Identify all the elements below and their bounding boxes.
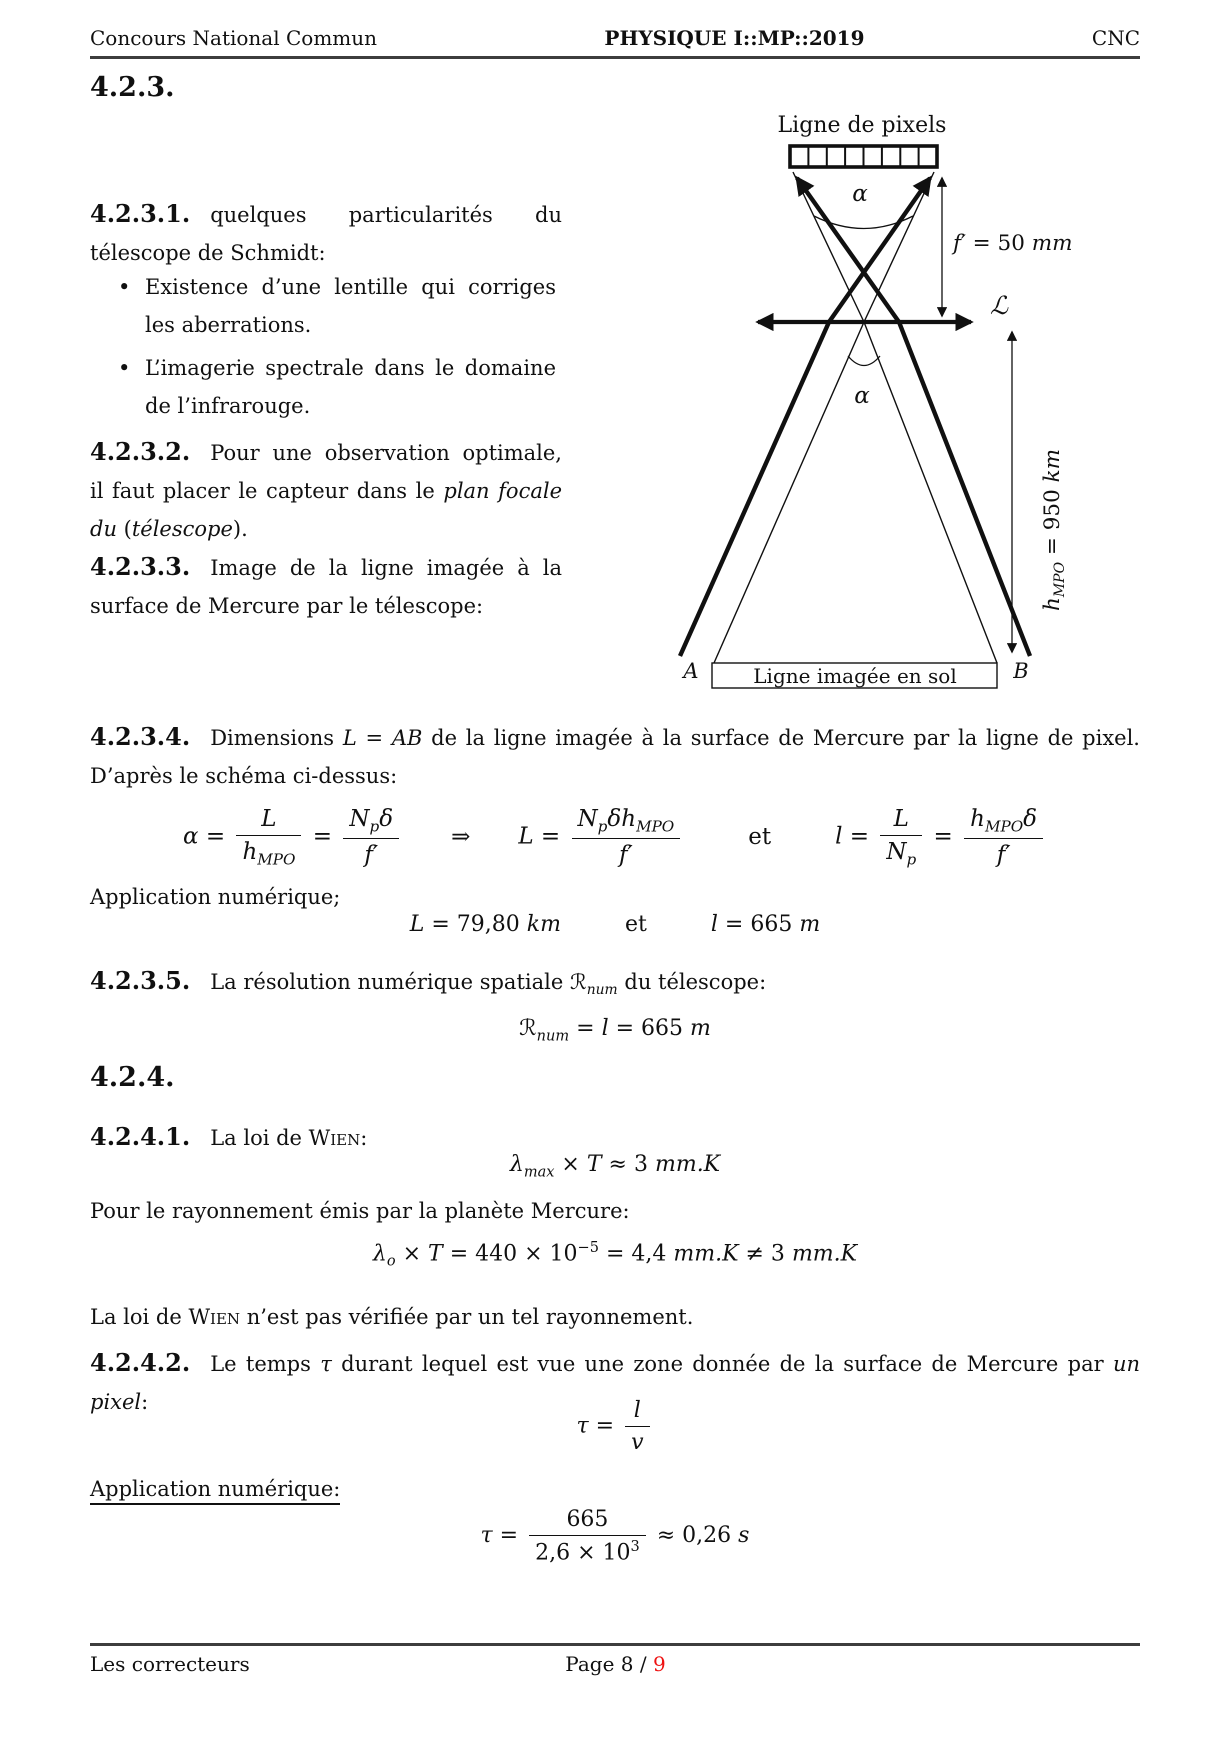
paragraph-wien-conclusion xyxy=(90,1298,1140,1336)
section-4232-number: 4.2.3.2. xyxy=(90,437,191,466)
un-pixel-italic: un pixel xyxy=(90,1352,1140,1414)
equation-rnum: ℛ$_{num}$ = l = 665 m xyxy=(519,1016,711,1045)
var-tau: τ xyxy=(320,1352,332,1376)
result-l: l = 665 m xyxy=(710,912,821,937)
section-4242-number: 4.2.4.2. xyxy=(90,1348,191,1377)
section-4241-colon: : xyxy=(360,1126,368,1150)
header-right: CNC xyxy=(1091,26,1140,50)
lens-label: ℒ xyxy=(990,291,1009,320)
section-4233-number: 4.2.3.3. xyxy=(90,552,191,581)
wien-conclusion-end: n’est pas vérifiée par un tel rayonnement. xyxy=(240,1305,694,1329)
section-4233 xyxy=(90,548,562,625)
bullet-icon: • xyxy=(118,275,131,299)
section-4232-italic-2: télescope xyxy=(131,517,233,541)
script-R: ℛ xyxy=(569,970,587,994)
implies-arrow: ⇒ xyxy=(451,824,471,850)
footer-page xyxy=(0,1652,1231,1676)
section-heading-424: 4.2.4. xyxy=(90,1062,175,1093)
numeric-results-row xyxy=(90,912,1140,937)
result-L: L = 79,80 km xyxy=(409,912,561,937)
section-4242-colon: : xyxy=(141,1390,149,1414)
page-number-label: Page 8 / xyxy=(565,1652,653,1676)
section-4241-text: La loi de xyxy=(210,1126,309,1150)
section-4232-italic-1: plan focale du xyxy=(90,479,562,541)
equation-lambda-o: $\lambda_o \times T = 440 \times 10^{-5} = 4,4$ mm.K ≠ 3 mm.K xyxy=(372,1240,858,1270)
wien-smallcaps: Wien xyxy=(188,1305,241,1329)
section-4241-number: 4.2.4.1. xyxy=(90,1122,191,1151)
pixel-array xyxy=(790,146,937,167)
section-4231 xyxy=(90,195,562,272)
bullet-item-2 xyxy=(118,349,556,425)
altitude-h: h xyxy=(1040,597,1065,612)
bullet-2-text: L’imagerie spectrale dans le domaine de l’infrarouge. xyxy=(145,356,556,418)
equation-alpha: α = L $h_{MPO}$ = $N_p\delta$ f′ xyxy=(183,806,403,869)
et-separator: et xyxy=(625,912,647,937)
equation-tau: τ = $\frac{l}{v}$ xyxy=(90,1390,1140,1462)
altitude-h-sub: MPO xyxy=(1052,561,1068,598)
var-AB: AB xyxy=(391,726,423,750)
section-4233-text: Image de la ligne imagée à la surface de Mercure par le télescope: xyxy=(90,556,562,618)
alpha-bottom-label: α xyxy=(854,383,870,409)
section-4235 xyxy=(90,962,1140,1009)
page-header xyxy=(90,26,1140,50)
paragraph-rayonnement: Pour le rayonnement émis par la planète Mercure: xyxy=(90,1199,630,1223)
altitude-value: = 950 xyxy=(1040,482,1065,562)
focal-label xyxy=(951,231,1073,256)
section-4231-text: quelques particularités du télescope de Schmidt: xyxy=(90,203,562,265)
bullet-icon: • xyxy=(118,356,131,380)
alpha-top-label: α xyxy=(852,181,868,207)
focal-f: f′ xyxy=(953,231,966,256)
section-4234 xyxy=(90,718,1140,795)
point-b-label: B xyxy=(1013,659,1029,683)
ground-line-label: Ligne imagée en sol xyxy=(753,664,957,688)
application-numerique-1-label: Application numérique; xyxy=(90,885,341,909)
equation-l: l = $\frac{L}{N_p}$ = $h_{MPO}\delta$ f′ xyxy=(835,806,1047,869)
equation-wien: $\lambda_{max} \times T \approx 3$ mm.K xyxy=(509,1152,721,1181)
section-4231-number: 4.2.3.1. xyxy=(90,199,191,228)
equation-alpha-L-l xyxy=(90,793,1140,881)
focal-value: = 50 xyxy=(965,231,1032,256)
header-title: PHYSIQUE I::MP::2019 xyxy=(604,26,865,50)
section-4232-paren: ( xyxy=(116,517,132,541)
alpha-bottom-arc xyxy=(848,356,880,366)
point-a-label: A xyxy=(683,659,699,683)
footer-left: Les correcteurs xyxy=(90,1652,250,1676)
section-heading-423: 4.2.3. xyxy=(90,72,175,103)
section-4232-text: Pour une observation optimale, il faut placer le capteur dans le xyxy=(90,441,562,503)
header-left: Concours National Commun xyxy=(90,26,378,50)
wien-smallcaps: Wien xyxy=(308,1126,361,1150)
var-L: L xyxy=(342,726,357,750)
focal-unit: mm xyxy=(1031,231,1073,256)
equation-L: L = $N_p\delta h_{MPO}$ f′ xyxy=(518,806,684,869)
section-4232-end: ). xyxy=(232,517,248,541)
section-4234-text: Dimensions xyxy=(210,726,343,750)
script-R-sub: num xyxy=(586,982,618,999)
section-4235-text: La résolution numérique spatiale xyxy=(210,970,570,994)
pixel-line-label: Ligne de pixels xyxy=(777,113,947,138)
section-4234-number: 4.2.3.4. xyxy=(90,722,191,751)
section-4234-rest: de la ligne imagée à la surface de Mercure par la ligne de pixel. D’après le schéma ci-dessus: xyxy=(90,726,1140,788)
header-rule xyxy=(90,56,1140,59)
altitude-label xyxy=(1040,449,1068,611)
section-4232 xyxy=(90,433,562,548)
footer-rule xyxy=(90,1643,1140,1646)
bullet-1-text: Existence d’une lentille qui corriges les aberrations. xyxy=(145,275,556,337)
page-total-red: 9 xyxy=(652,1652,666,1676)
equals: = xyxy=(356,726,392,750)
section-4242-mid: durant lequel est vue une zone donnée de la surface de Mercure par xyxy=(331,1352,1113,1376)
telescope-ray-diagram xyxy=(612,98,1080,694)
et-separator: et xyxy=(748,824,772,850)
bullet-item-1 xyxy=(118,268,556,344)
section-4235-number: 4.2.3.5. xyxy=(90,966,191,995)
equation-tau-numeric: τ = $\frac{665}{2,6 \times 10^3}$ ≈ 0,26 s xyxy=(480,1506,750,1566)
altitude-unit: km xyxy=(1040,448,1065,483)
underlined-label: Application numérique: xyxy=(90,1477,340,1505)
section-4235-rest: du télescope: xyxy=(617,970,767,994)
wien-conclusion-start: La loi de xyxy=(90,1305,189,1329)
section-4242-text: Le temps xyxy=(210,1352,321,1376)
